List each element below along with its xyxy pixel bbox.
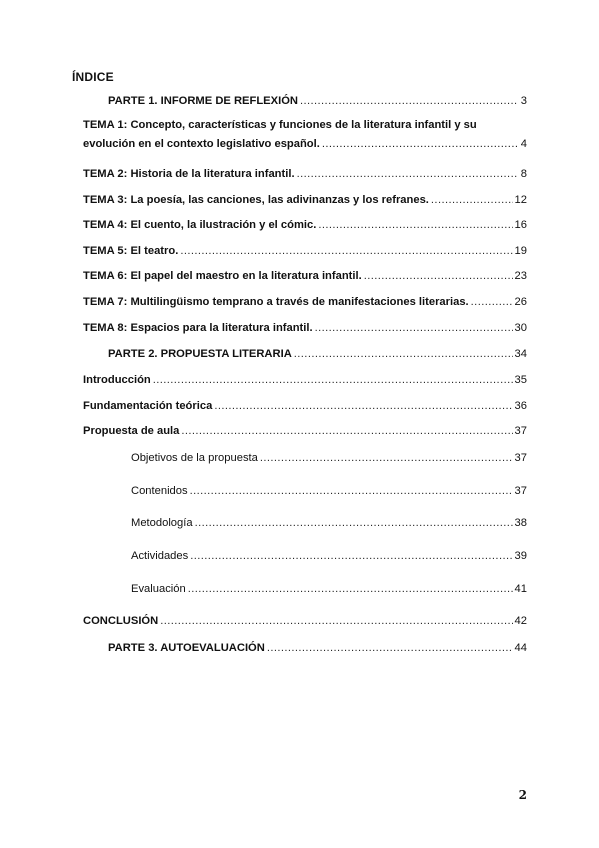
dot-leader <box>294 347 513 361</box>
toc-page-number: 37 <box>514 452 527 464</box>
toc-entry-label: CONCLUSIÓN <box>83 615 159 627</box>
toc-entry-part1[interactable] <box>108 94 527 108</box>
toc-page-number: 37 <box>514 425 527 437</box>
toc-page-number: 42 <box>514 615 527 627</box>
toc-entry-tema3[interactable] <box>83 193 527 207</box>
toc-entry-label: TEMA 6: El papel del maestro en la literatura infantil. <box>83 270 362 282</box>
toc-entry-introduccion[interactable] <box>83 373 527 387</box>
dot-leader <box>188 582 513 596</box>
toc-title: ÍNDICE <box>72 70 114 84</box>
toc-entry-label: Propuesta de aula <box>83 425 180 437</box>
dot-leader <box>195 516 513 530</box>
toc-entry-tema6[interactable] <box>83 269 527 283</box>
dot-leader <box>267 641 513 655</box>
toc-entry-label: PARTE 2. PROPUESTA LITERARIA <box>108 348 292 360</box>
toc-entry-label: TEMA 8: Espacios para la literatura infantil. <box>83 322 313 334</box>
toc-entry-fundamentacion[interactable] <box>83 399 527 413</box>
toc-entry-label: TEMA 7: Multilingüismo temprano a través de manifestaciones literarias. <box>83 296 469 308</box>
toc-entry-part3[interactable] <box>108 641 527 655</box>
toc-entry-tema5[interactable] <box>83 244 527 258</box>
toc-page-number: 8 <box>520 168 527 180</box>
toc-entry-objetivos[interactable] <box>131 451 527 465</box>
dot-leader <box>471 295 513 309</box>
toc-page-number: 4 <box>520 138 527 150</box>
toc-page-number: 23 <box>514 270 527 282</box>
toc-entry-label: PARTE 3. AUTOEVALUACIÓN <box>108 642 265 654</box>
toc-entry-label: TEMA 5: El teatro. <box>83 245 179 257</box>
toc-page-number: 26 <box>514 296 527 308</box>
dot-leader <box>364 269 513 283</box>
dot-leader <box>190 549 512 563</box>
toc-entry-part2[interactable] <box>108 347 527 361</box>
toc-page-number: 34 <box>514 348 527 360</box>
dot-leader <box>214 399 512 413</box>
toc-entry-label: PARTE 1. INFORME DE REFLEXIÓN <box>108 95 298 107</box>
toc-page-number: 16 <box>514 219 527 231</box>
toc-entry-tema2[interactable] <box>83 167 527 181</box>
dot-leader <box>322 135 519 154</box>
toc-entry-propuesta[interactable] <box>83 424 527 438</box>
toc-entry-label: Objetivos de la propuesta <box>131 452 258 464</box>
toc-entry-label: Fundamentación teórica <box>83 400 213 412</box>
toc-entry-evaluacion[interactable] <box>131 582 527 596</box>
toc-page-number: 38 <box>514 517 527 529</box>
toc-page-number: 35 <box>514 374 527 386</box>
toc-entry-tema1[interactable] <box>83 116 527 154</box>
toc-page-number: 19 <box>514 245 527 257</box>
toc-entry-tema4[interactable] <box>83 218 527 232</box>
dot-leader <box>315 321 513 335</box>
toc-page-number: 44 <box>514 642 527 654</box>
toc-entry-actividades[interactable] <box>131 549 527 563</box>
toc-entry-label: Contenidos <box>131 485 188 497</box>
toc-page-number: 41 <box>514 583 527 595</box>
toc-entry-label: Evaluación <box>131 583 186 595</box>
toc-entry-metodologia[interactable] <box>131 516 527 530</box>
toc-entry-label-line1: TEMA 1: Concepto, características y funciones de la literatura infantil y su <box>83 119 477 131</box>
dot-leader <box>260 451 513 465</box>
toc-entry-label: Introducción <box>83 374 151 386</box>
toc-entry-label: TEMA 4: El cuento, la ilustración y el cómic. <box>83 219 317 231</box>
toc-entry-label: TEMA 2: Historia de la literatura infantil. <box>83 168 295 180</box>
toc-page-number: 36 <box>514 400 527 412</box>
dot-leader <box>300 94 517 108</box>
dot-leader <box>318 218 512 232</box>
dot-leader <box>153 373 513 387</box>
toc-entry-label: TEMA 3: La poesía, las canciones, las adivinanzas y los refranes. <box>83 194 429 206</box>
toc-page-number: 39 <box>514 550 527 562</box>
toc-page-number: 12 <box>514 194 527 206</box>
toc-page-number: 3 <box>520 95 527 107</box>
dot-leader <box>190 484 513 498</box>
toc-entry-label-line2: evolución en el contexto legislativo español. <box>83 138 320 150</box>
toc-entry-label: Metodología <box>131 517 193 529</box>
toc-entry-contenidos[interactable] <box>131 484 527 498</box>
toc-entry-tema7[interactable] <box>83 295 527 309</box>
page-number: 2 <box>518 788 527 802</box>
toc-page-number: 30 <box>514 322 527 334</box>
toc-entry-conclusion[interactable] <box>83 614 527 628</box>
toc-page-number: 37 <box>514 485 527 497</box>
toc-entry-label: Actividades <box>131 550 189 562</box>
toc-entry-tema8[interactable] <box>83 321 527 335</box>
dot-leader <box>160 614 512 628</box>
dot-leader <box>181 424 512 438</box>
dot-leader <box>431 193 513 207</box>
dot-leader <box>297 167 517 181</box>
dot-leader <box>180 244 512 258</box>
